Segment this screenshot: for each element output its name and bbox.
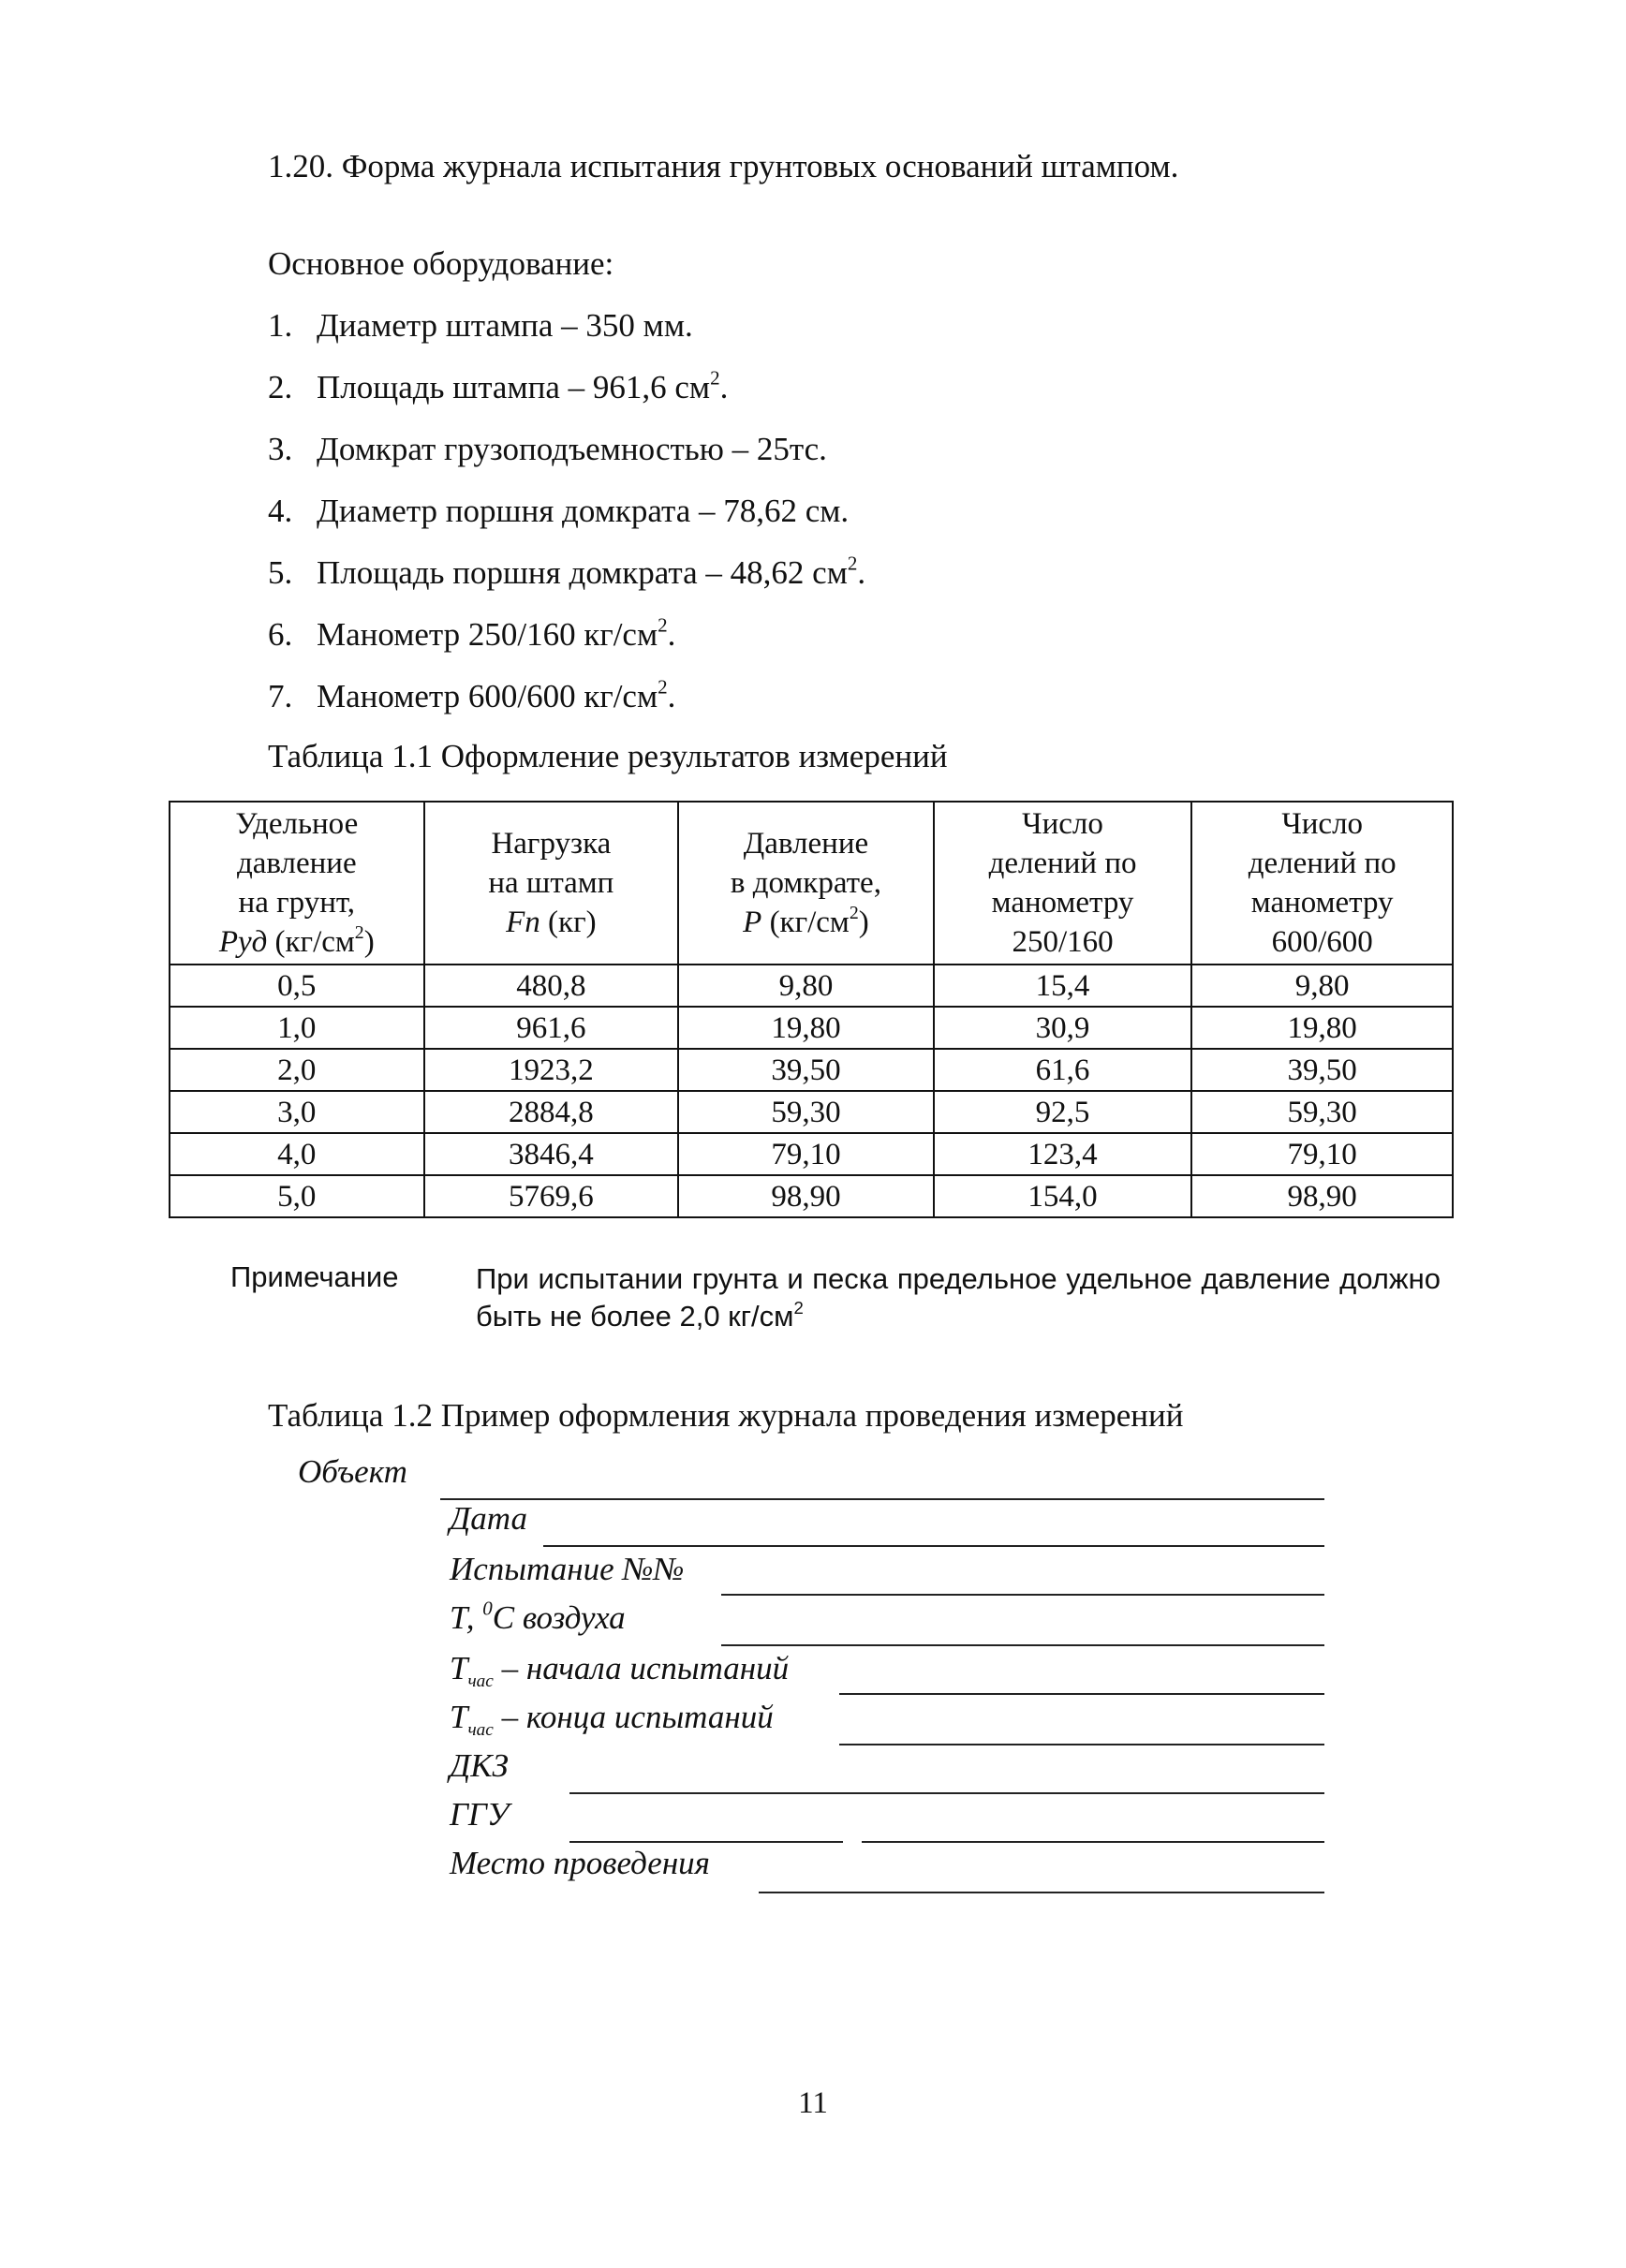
header-load: Нагрузка на штамп Fn (кг) <box>424 802 679 965</box>
table-row: 0,5 480,8 9,80 15,4 9,80 <box>170 965 1453 1007</box>
note-label: Примечание <box>230 1260 399 1293</box>
equipment-list <box>268 307 865 740</box>
field-label-ggu: ГГУ <box>450 1796 510 1833</box>
page-number: 11 <box>798 2086 828 2120</box>
header-gauge-600: Число делений по манометру 600/600 <box>1191 802 1453 965</box>
table-row: 3,0 2884,8 59,30 92,5 59,30 <box>170 1091 1453 1133</box>
equipment-item: 3. Домкрат грузоподъемностью – 25тс. <box>268 431 827 467</box>
field-line-object[interactable] <box>440 1498 1324 1500</box>
field-line-date[interactable] <box>543 1545 1324 1547</box>
field-line-start-time[interactable] <box>839 1693 1324 1695</box>
equipment-item: 2. Площадь штампа – 961,6 $см^2$. <box>268 366 729 405</box>
field-line-ggu-b[interactable] <box>862 1841 1324 1843</box>
section-heading: 1.20. Форма журнала испытания грунтовых оснований штампом. <box>268 148 1179 184</box>
field-line-ggu-a[interactable] <box>569 1841 843 1843</box>
equipment-item: 7. Манометр 600/600 $кг/см^2$. <box>268 675 676 714</box>
table-row: 4,0 3846,4 79,10 123,4 79,10 <box>170 1133 1453 1175</box>
table1-caption: Таблица 1.1 Оформление результатов измерений <box>268 738 948 774</box>
field-label-place: Место проведения <box>450 1845 710 1881</box>
field-label-object: Объект <box>298 1453 407 1490</box>
field-label-dkz: ДКЗ <box>450 1747 509 1784</box>
field-line-end-time[interactable] <box>839 1744 1324 1745</box>
field-line-temperature[interactable] <box>721 1644 1324 1646</box>
field-line-test-no[interactable] <box>721 1594 1324 1596</box>
table-row: 2,0 1923,2 39,50 61,6 39,50 <box>170 1049 1453 1091</box>
field-label-end-time: $Т_{час}$ – конца испытаний <box>450 1699 774 1740</box>
field-label-test-no: Испытание №№ <box>450 1551 685 1587</box>
header-gauge-250: Число делений по манометру 250/160 <box>934 802 1192 965</box>
table-row: 1,0 961,6 19,80 30,9 19,80 <box>170 1007 1453 1049</box>
field-label-date: Дата <box>450 1500 527 1537</box>
table-row: 5,0 5769,6 98,90 154,0 98,90 <box>170 1175 1453 1217</box>
header-specific-pressure: Удельное давление на грунт, Pуд $(кг/см^2)$ <box>170 802 424 965</box>
field-label-start-time: $Т_{час}$ – начала испытаний <box>450 1650 790 1691</box>
equipment-item: 4. Диаметр поршня домкрата – 78,62 см. <box>268 493 850 529</box>
field-line-dkz[interactable] <box>569 1792 1324 1794</box>
equipment-item: 6. Манометр 250/160 $кг/см^2$. <box>268 613 676 653</box>
field-line-place[interactable] <box>759 1892 1324 1893</box>
field-label-temperature: Т, $^0$С воздуха <box>450 1597 626 1636</box>
table2-caption: Таблица 1.2 Пример оформления журнала проведения измерений <box>268 1397 1184 1434</box>
header-jack-pressure: Давление в домкрате, P $(кг/см^2)$ <box>678 802 934 965</box>
equipment-item: 5. Площадь поршня домкрата – 48,62 $см^2$. <box>268 552 866 591</box>
equipment-title: Основное оборудование: <box>268 245 614 282</box>
equipment-item: 1. Диаметр штампа – 350 мм. <box>268 307 693 344</box>
measurement-table <box>169 801 1454 1218</box>
table-header-row <box>170 802 1453 965</box>
note-text: При испытании грунта и песка предельное удельное давление должно быть не более 2,0 $кг/см^2$ <box>476 1262 1441 1333</box>
